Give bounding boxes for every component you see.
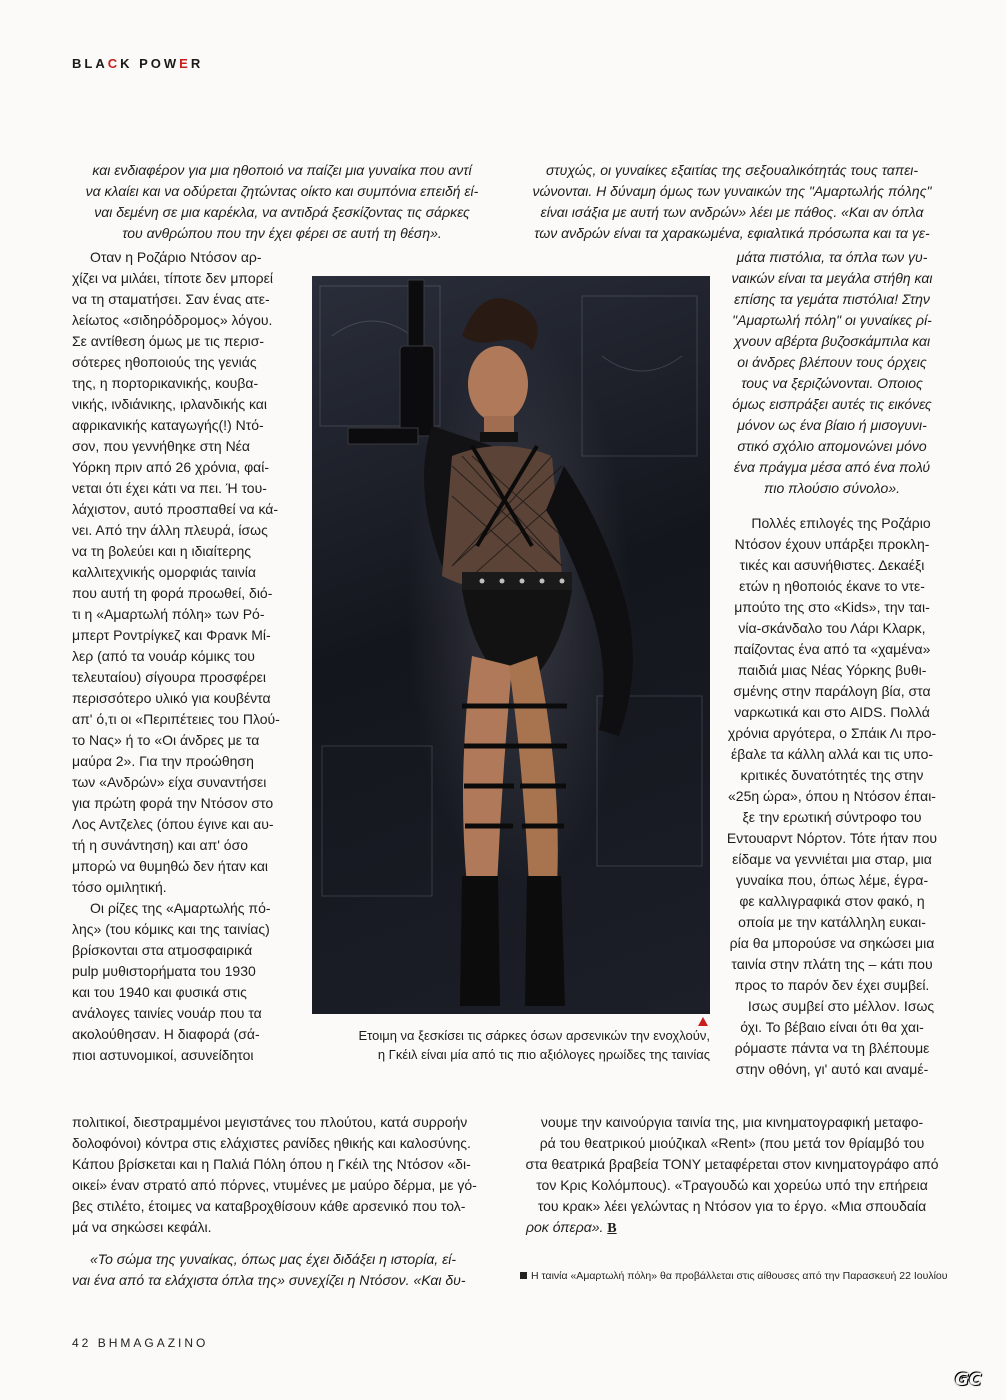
text-line: λερ (από τα νουάρ κόμικς του: [72, 648, 255, 664]
footnote: [520, 1270, 950, 1282]
text-line: τι η «Αμαρτωλή πόλη» των Ρό-: [72, 606, 265, 622]
text-line: μά να σηκώσει κεφάλι.: [72, 1219, 212, 1235]
left-final-italic: [72, 1249, 492, 1291]
last-line-text: ροκ όπερα».: [526, 1219, 604, 1235]
text-line: της, η πορτορικανικής, κουβα-: [72, 375, 259, 391]
text-line: γυναίκα που, όπως λέμε, έγρα-: [735, 872, 929, 888]
text-line: του κρακ» λέει γελώντας η Ντόσον για το έργο. «Μια σπουδαία: [537, 1198, 927, 1214]
text-line: «Το σώμα της γυναίκας, όπως μας έχει διδάξει η ιστορία, εί-: [90, 1251, 457, 1267]
text-line: και ενδιαφέρον για μια ηθοποιό να παίζει μια γυναίκα που αντί: [92, 162, 472, 178]
text-line: που αυτή τη φορά προωθεί, διό-: [72, 585, 273, 601]
text-line: ρά του θεατρικού μιούζικαλ «Rent» (που μετά τον θρίαμβό του: [539, 1135, 925, 1151]
photo-caption: [306, 1026, 710, 1064]
text-line: τικές και ασυνήθιστες. Δεκαέξι: [739, 557, 925, 573]
text-line: Οταν η Ροζάριο Ντόσον αρ-: [90, 249, 262, 265]
text-line: έβαλε τα κάλλη αλλά και τις υπο-: [730, 746, 934, 762]
text-line: οι άνδρες βλέπουν τους όρχεις: [737, 354, 927, 370]
text-line: μπερτ Ροντρίγκεζ και Φρανκ Μί-: [72, 627, 271, 643]
text-line: των ανδρών είναι τα χαρακωμένα, εφιαλτικά πρόσωπα και τα γε-: [534, 225, 930, 241]
text-line: για πρώτη φορά την Ντόσον στο: [72, 795, 274, 811]
text-line: στυχώς, οι γυναίκες εξαιτίας της σεξουαλικότητάς τους ταπει-: [545, 162, 919, 178]
text-line: Εντουαρντ Νόρτον. Τότε ήταν που: [726, 830, 938, 846]
text-line: τον Κρις Κολόμπους). «Τραγουδώ και χορεύω υπό την επήρεια: [536, 1177, 928, 1193]
text-line: είναι ισάξια με αυτή των ανδρών» λέει με πάθος. «Και αν όπλα: [540, 204, 924, 220]
square-bullet-icon: [520, 1272, 527, 1279]
text-line: οποία με την κατάλληλη ευκαι-: [738, 914, 926, 930]
text-line: Σε αντίθεση όμως με τις περισ-: [72, 333, 265, 349]
text-line: καλλιτεχνικής ομορφιάς ταινία: [72, 564, 256, 580]
text-line: ναι ένα από τα ελάχιστα όπλα της» συνεχίζει η Ντόσον. «Και δυ-: [72, 1272, 466, 1288]
text-line: σότερες ηθοποιούς της γενιάς: [72, 354, 257, 370]
text-line: χνουν αβέρτα βυζοσκάμπιλα και: [733, 333, 931, 349]
text-line: ναικών είναι τα μεγάλα στήθη και: [731, 270, 933, 286]
text-line: Ισως συμβεί στο μέλλον. Ισως: [747, 998, 935, 1014]
text-line: νία-σκάνδαλο του Λάρι Κλαρκ,: [738, 620, 926, 636]
caption-line-2: η Γκέιλ είναι μία από τις πιο αξιόλογες ηρωίδες της ταινίας: [377, 1047, 710, 1062]
text-line: βρίσκονται στα ατμοσφαιρικά: [72, 942, 253, 958]
section-tag: BLACK POWER: [72, 56, 204, 71]
text-line: φε καλλιγραφικά στον φακό, η: [739, 893, 925, 909]
text-line: να τη σταματήσει. Σαν ένας ατε-: [72, 291, 270, 307]
right-italic-narrow: [716, 247, 948, 499]
text-line: πιο πλούσιο σύνολο».: [763, 480, 901, 496]
photo-figure: [312, 276, 710, 1014]
text-line: πιοι αστυνομικοί, ασυνείδητοι: [72, 1047, 254, 1063]
text-line: "Αμαρτωλή πόλη" οι γυναίκες ρί-: [732, 312, 932, 328]
right-last-line: [526, 1217, 726, 1239]
text-line: Λος Αντζελες (όπου έγινε και αυ-: [72, 816, 274, 832]
text-line: παιδιά μιας Νέας Υόρκης βυθι-: [737, 662, 927, 678]
left-body-narrow: [72, 247, 304, 1066]
text-line: Οι ρίζες της «Αμαρτωλής πό-: [90, 900, 271, 916]
text-line: ταινία στην πλάτη της – κάτι που: [731, 956, 933, 972]
text-line: απ' ό,τι οι «Περιπέτειες του Πλού-: [72, 711, 280, 727]
text-line: αφρικανικής καταγωγής(!) Ντό-: [72, 417, 264, 433]
text-line: σον, που γεννήθηκε στη Νέα: [72, 438, 251, 454]
text-line: μπούτο της στο «Kids», την ται-: [734, 599, 930, 615]
text-line: περισσότερο υλικό για κουβέντα: [72, 690, 271, 706]
text-line: στην οθόνη, γι' αυτό και αναμέ-: [735, 1061, 929, 1077]
text-line: ετών η ηθοποιός έκανε το ντε-: [739, 578, 925, 594]
text-line: «25η ώρα», όπου η Ντόσον έπαι-: [728, 788, 936, 804]
text-line: όχι. Το βέβαιο είναι ότι θα χαι-: [740, 1019, 924, 1035]
text-line: ξε την ερωτική σύντροφο του: [742, 809, 922, 825]
text-line: λείωτος «σιδηρόδρομος» λόγου.: [72, 312, 273, 328]
page-number: 42: [72, 1336, 92, 1350]
text-line: ναι δεμένη σε μια καρέκλα, να αντιδρά ξεσκίζοντας τις σάρκες: [94, 204, 470, 220]
text-line: Κάπου βρίσκεται και η Παλιά Πόλη όπου η Γκέιλ της Ντόσον «δι-: [72, 1156, 471, 1172]
text-line: ακολούθησαν. Η διαφορά (σά-: [72, 1026, 260, 1042]
text-line: νικής, ινδιάνικης, ιρλανδικής και: [72, 396, 268, 412]
text-line: όμως εισπράξει αυτές τις εικόνες: [732, 396, 932, 412]
text-line: στικό σχόλιο απομονώνει μόνο: [737, 438, 927, 454]
text-line: pulp μυθιστορήματα του 1930: [72, 963, 256, 979]
text-line: ρία θα μπορούσε να σηκώσει μια: [729, 935, 935, 951]
text-line: νεται ότι έχει κάτι να πει. Ή του-: [72, 480, 267, 496]
text-line: να κλαίει και να οδύρεται ζητώντας οίκτο και συμπόνια επειδή εί-: [85, 183, 479, 199]
text-line: λης» (του κόμικς και της ταινίας): [72, 921, 270, 937]
text-line: τους να ξεριζώνονται. Οποιος: [741, 375, 923, 391]
text-line: τή η συνάντηση) και απ' όσο: [72, 837, 249, 853]
left-top-italic: [72, 160, 492, 244]
caption-line-1: Ετοιμη να ξεσκίσει τις σάρκες όσων αρσενικών την ενοχλούν,: [358, 1028, 710, 1043]
text-line: Υόρκη πριν από 26 χρόνια, φαί-: [72, 459, 270, 475]
text-line: νει. Από την άλλη πλευρά, ίσως: [72, 522, 268, 538]
watermark-logo: GC: [955, 1370, 982, 1390]
magazine-name: ΒΗMAGAZINO: [97, 1336, 209, 1350]
text-line: σμένης στην παράλογη βία, στα: [733, 683, 931, 699]
text-line: και του 1940 και φυσικά στις: [72, 984, 247, 1000]
text-line: μόνον ως ένα βίαιο ή μισογυνι-: [737, 417, 927, 433]
text-line: χίζει να μιλάει, τίποτε δεν μπορεί: [72, 270, 273, 286]
footnote-text: Η ταινία «Αμαρτωλή πόλη» θα προβάλλεται στις αίθουσες από την Παρασκευή 22 Ιουλίου: [531, 1270, 948, 1282]
text-line: μάτα πιστόλια, τα όπλα των γυ-: [736, 249, 928, 265]
right-top-italic: [518, 160, 946, 244]
text-line: Ντόσον έχουν υπάρξει προκλη-: [734, 536, 930, 552]
text-line: ανάλογες ταινίες νουάρ που τα: [72, 1005, 262, 1021]
text-line: νουμε την καινούργια ταινία της, μια κινηματογραφική μεταφο-: [540, 1114, 924, 1130]
text-line: είδαμε να γεννιέται μια σταρ, μια: [732, 851, 932, 867]
text-line: ρόμαστε πάντα να τη βλέπουμε: [734, 1040, 930, 1056]
text-line: νώνονται. Η δύναμη όμως των γυναικών της "Αμαρτωλής πόλης": [532, 183, 932, 199]
text-line: τόσο ομιλητική.: [72, 879, 167, 895]
text-line: να τη βολεύει και η ιδιαίτερης: [72, 543, 251, 559]
right-body-narrow: [716, 513, 948, 1080]
left-body-wide: [72, 1112, 492, 1238]
text-line: των «Ανδρών» είχα συναντήσει: [72, 774, 267, 790]
feature-photo: [312, 276, 710, 1014]
caption-triangle-icon: [698, 1017, 708, 1026]
text-line: προς το παρόν δεν έχει συμβεί.: [734, 977, 930, 993]
text-line: Πολλές επιλογές της Ροζάριο: [751, 515, 931, 531]
text-line: δολοφόνοι) κόντρα στις ελάχιστες ρανίδες ηθικής και καλοσύνης.: [72, 1135, 471, 1151]
text-line: πολιτικοί, διεστραμμένοι μεγιστάνες του πλούτου, κατά συρροήν: [72, 1114, 468, 1130]
end-mark: B: [607, 1221, 617, 1236]
text-line: ένα πράγμα μέσα από ένα πολύ: [733, 459, 931, 475]
text-line: κριτικές δυνατότητές της στην: [740, 767, 924, 783]
text-line: τελευταίου) σίγουρα προσφέρει: [72, 669, 267, 685]
text-line: βες στιλέτο, έτοιμες να καταβροχθίσουν κάθε αρσενικό που τολ-: [72, 1198, 466, 1214]
text-line: οικεί» έναν στρατό από πόρνες, ντυμένες με μαύρο δέρμα, με γό-: [72, 1177, 477, 1193]
text-line: το Νας» ή το «Οι άνδρες με τα: [72, 732, 260, 748]
text-line: του ανθρώπου που την έχει φέρει σε αυτή τη θέση».: [122, 225, 442, 241]
text-line: ναρκωτικά και στο AIDS. Πολλά: [734, 704, 930, 720]
text-line: μπορώ να θυμηθώ δεν ήταν και: [72, 858, 269, 874]
text-line: στα θεατρικά βραβεία TONY μεταφέρεται στον κινηματογράφο από: [525, 1156, 939, 1172]
text-line: μαύρα 2». Για την προώθηση: [72, 753, 254, 769]
text-line: λάχιστον, αυτό προσπαθεί να κά-: [72, 501, 279, 517]
text-line: επίσης τα γεμάτα πιστόλια! Στην: [734, 291, 930, 307]
text-line: χρόνια αργότερα, ο Σπάικ Λι προ-: [727, 725, 937, 741]
text-line: παίζοντας ένα από τα «χαμένα»: [733, 641, 931, 657]
right-body-wide: [518, 1112, 946, 1217]
folio: [72, 1336, 208, 1350]
